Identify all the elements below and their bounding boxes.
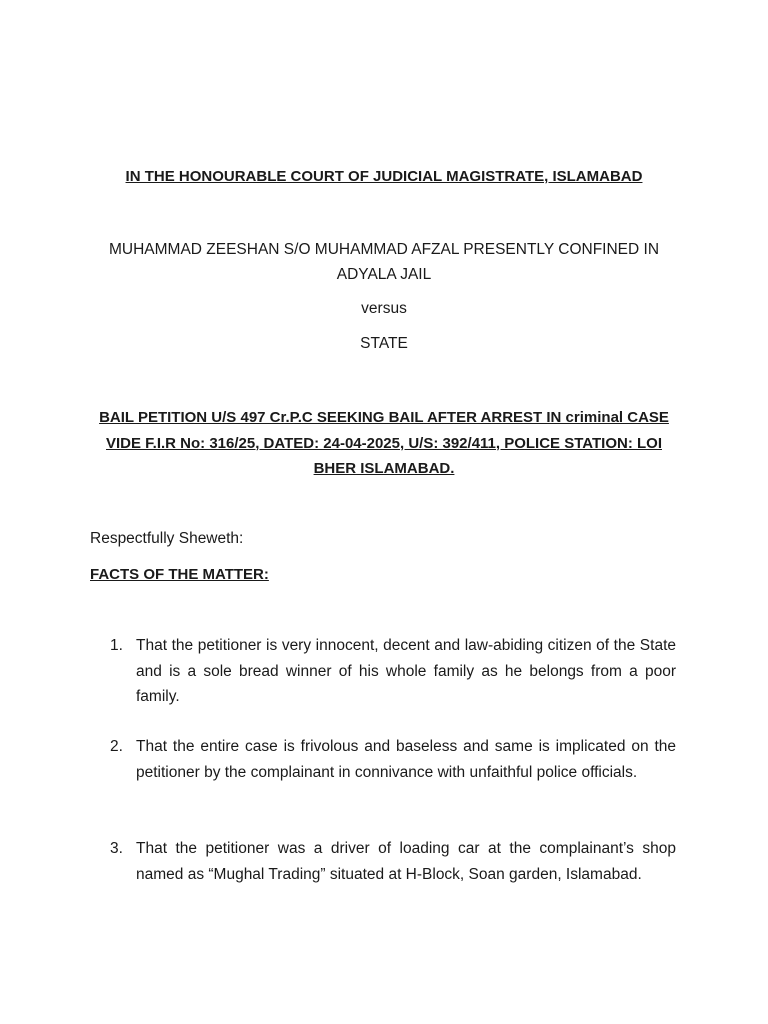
list-item-number: 2. (110, 738, 123, 755)
list-item-text: That the petitioner was a driver of loading car at the complainant’s shop named as “Mughal Trading” situated at H-Block, Soan garden, Islamabad. (136, 840, 676, 883)
court-title: IN THE HONOURABLE COURT OF JUDICIAL MAGISTRATE, ISLAMABAD (125, 168, 643, 185)
versus-label: versus (361, 300, 407, 317)
petitioner-name: MUHAMMAD ZEESHAN S/O MUHAMMAD AFZAL PRESENTLY CONFINED IN ADYALA JAIL (108, 241, 660, 283)
facts-list-item (110, 633, 676, 710)
list-item-number: 1. (110, 637, 123, 654)
petition-title: BAIL PETITION U/S 497 Cr.P.C SEEKING BAIL AFTER ARREST IN criminal CASE VIDE F.I.R No: 316/25, DATED: 24-04-2025, U/S: 392/411, POLICE STATION: LOI BHER ISLAMABAD. (99, 409, 669, 477)
salutation: Respectfully Sheweth: (90, 530, 244, 547)
facts-list-item (110, 734, 676, 785)
list-item-text: That the petitioner is very innocent, decent and law-abiding citizen of the State and is a sole bread winner of his whole family as he belongs from a poor family. (136, 637, 676, 705)
facts-list-item (110, 836, 676, 887)
list-item-number: 3. (110, 840, 123, 857)
respondent-name: STATE (360, 335, 408, 352)
facts-heading: FACTS OF THE MATTER: (90, 566, 269, 583)
list-item-text: That the entire case is frivolous and baseless and same is implicated on the petitioner by the complainant in connivance with unfaithful police officials. (136, 738, 676, 781)
